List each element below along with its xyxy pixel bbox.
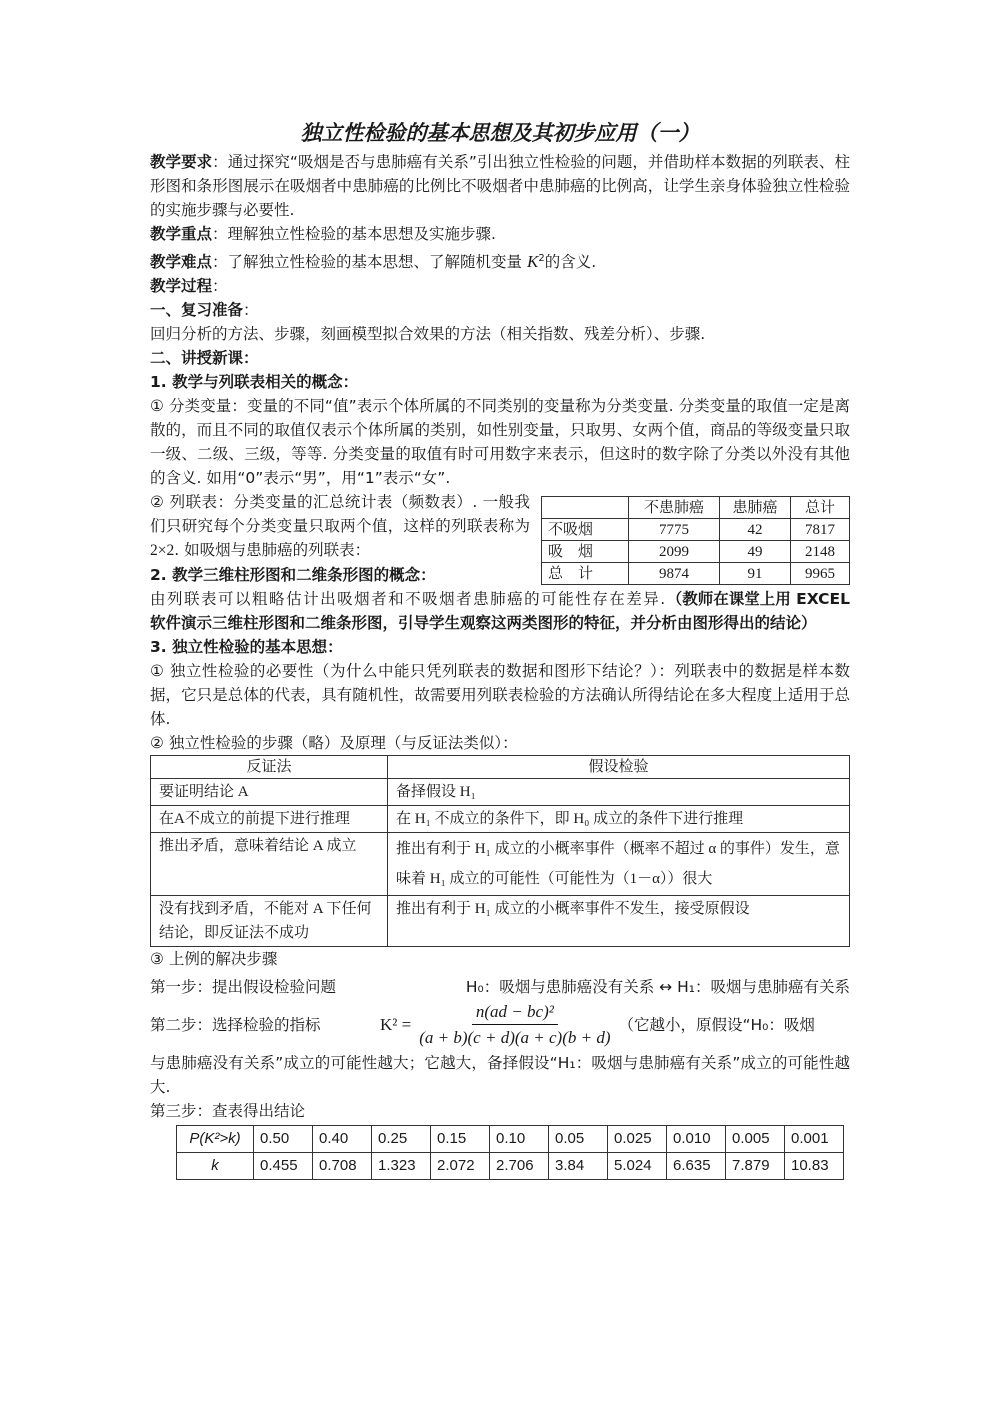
table-row — [151, 896, 850, 947]
section2-heading: 二、讲授新课： — [150, 349, 259, 367]
table-row — [177, 1126, 844, 1153]
table-cell: 2099 — [629, 541, 720, 563]
step2-note-continued: 与患肺癌没有关系”成立的可能性越大；它越大，备择假设“H₁：吸烟与患肺癌有关系”成立的可能性越大. — [150, 1054, 850, 1096]
contingency-text: ② 列联表：分类变量的汇总统计表（频数表）. 一般我们只研究每个分类变量只取两个值，这样的列联表称为 — [150, 493, 530, 535]
table-header: 反证法 — [151, 756, 388, 779]
table-cell: 推出有利于 H₁ 成立的小概率事件不发生，接受原假设 — [388, 896, 850, 947]
subsection2-heading: 2. 教学三维柱形图和二维条形图的概念： — [150, 566, 436, 584]
table-header: 假设检验 — [388, 756, 850, 779]
row-label: k — [177, 1153, 254, 1180]
null-hypothesis: H₀：吸烟与患肺癌没有关系 — [465, 978, 655, 996]
table-cell — [542, 497, 629, 519]
k-value-cell: 7.879 — [726, 1153, 785, 1180]
table-cell: 49 — [720, 541, 791, 563]
subsection3-heading: 3. 独立性检验的基本思想： — [150, 638, 343, 656]
table-row — [151, 779, 850, 806]
section1-heading — [150, 298, 850, 322]
k-value-cell: 0.455 — [254, 1153, 313, 1180]
formula-lhs: K² = — [380, 1015, 412, 1034]
process-colon: ： — [212, 277, 228, 295]
formula-numerator: n(ad − bc)² — [472, 1001, 558, 1025]
section1-text: 回归分析的方法、步骤，刻画模型拟合效果的方法（相关指数、残差分析）、步骤. — [150, 325, 706, 343]
difficulties-text-after: 的含义. — [544, 253, 597, 271]
table-row — [542, 519, 850, 541]
key-points — [150, 222, 850, 246]
table-header-row — [151, 756, 850, 779]
step1-hypotheses — [466, 975, 850, 999]
row-label: 总 计 — [542, 563, 629, 585]
step2 — [150, 999, 850, 1051]
table-cell: 42 — [720, 519, 791, 541]
p-value-cell: 0.10 — [490, 1126, 549, 1153]
k-exponent: 2 — [538, 252, 545, 264]
row-label: P(K²>k) — [177, 1126, 254, 1153]
k-value-cell: 6.635 — [667, 1153, 726, 1180]
table-cell: 在A不成立的前提下进行推理 — [151, 806, 388, 833]
table-header-row — [542, 497, 850, 519]
k-value-cell: 2.706 — [490, 1153, 549, 1180]
table-row — [151, 806, 850, 833]
requirements-text: ：通过探究“吸烟是否与患肺癌有关系”引出独立性检验的问题，并借助样本数据的列联表、柱形图和条形图展示在吸烟者中患肺癌的比例比不吸烟者中患肺癌的比例高，让学生亲身体验独立性检验的实施步骤与必要性. — [150, 153, 850, 219]
contingency-section — [150, 490, 850, 587]
p-value-cell: 0.15 — [431, 1126, 490, 1153]
k-value-cell: 10.83 — [785, 1153, 844, 1180]
table-cell: 备择假设 H₁ — [388, 779, 850, 806]
process-label: 教学过程 — [150, 277, 213, 295]
table-header: 患肺癌 — [720, 497, 791, 519]
table-row — [542, 563, 850, 585]
chart-text: 由列联表可以粗略估计出吸烟者和不吸烟者患肺癌的可能性存在差异. — [150, 590, 667, 608]
table-row — [177, 1153, 844, 1180]
k-value-cell: 2.072 — [431, 1153, 490, 1180]
table-cell: 在 H₁ 不成立的条件下，即 H₀ 成立的条件下进行推理 — [388, 806, 850, 833]
necessity-paragraph: ① 独立性检验的必要性（为什么中能只凭列联表的数据和图形下结论？）：列联表中的数据是样本数据，它只是总体的代表，具有随机性，故需要用列联表检验的方法确认所得结论在多大程度上适用于总体. — [150, 662, 850, 728]
comparison-table — [150, 755, 850, 947]
row-label: 不吸烟 — [542, 519, 629, 541]
k-value-cell: 3.84 — [549, 1153, 608, 1180]
table-cell: 推出矛盾，意味着结论 A 成立 — [151, 833, 388, 896]
step2-label: 第二步：选择检验的指标 — [150, 1016, 321, 1034]
chi-square-formula — [419, 1001, 610, 1050]
solution-steps-heading: ③ 上例的解决步骤 — [150, 950, 278, 968]
p-value-cell: 0.05 — [549, 1126, 608, 1153]
k-value-cell: 5.024 — [608, 1153, 667, 1180]
k-value-cell: 0.708 — [313, 1153, 372, 1180]
p-value-cell: 0.010 — [667, 1126, 726, 1153]
key-points-text: ：理解独立性检验的基本思想及实施步骤. — [212, 225, 496, 243]
p-value-cell: 0.25 — [372, 1126, 431, 1153]
formula-denominator: (a + b)(c + d)(a + c)(b + d) — [419, 1027, 611, 1047]
chart-teacher-note: （教师在课堂上用 EXCEL 软件演示三维柱形图和二维条形图，引导学生观察这两类图形的特征，并分析由图形得出的结论） — [150, 590, 850, 632]
p-value-cell: 0.50 — [254, 1126, 313, 1153]
teaching-requirements — [150, 150, 850, 222]
principle-heading: ② 独立性检验的步骤（略）及原理（与反证法类似）： — [150, 734, 518, 752]
p-value-cell: 0.025 — [608, 1126, 667, 1153]
table-header: 总计 — [791, 497, 850, 519]
step1 — [150, 975, 850, 999]
contingency-paragraph — [150, 490, 530, 563]
requirements-label: 教学要求 — [150, 153, 213, 171]
table-cell: 7775 — [629, 519, 720, 541]
section1-colon: ： — [243, 301, 259, 319]
table-cell: 没有找到矛盾，不能对 A 下任何结论，即反证法不成功 — [151, 896, 388, 947]
table-row — [151, 833, 850, 896]
process-heading — [150, 274, 850, 298]
critical-value-table — [176, 1125, 844, 1180]
difficulties-label: 教学难点 — [150, 253, 213, 271]
subsection1-heading: 1. 教学与列联表相关的概念： — [150, 373, 359, 391]
contingency-table — [541, 496, 850, 585]
step3-label: 第三步：查表得出结论 — [150, 1102, 306, 1120]
page-title: 独立性检验的基本思想及其初步应用（一） — [300, 121, 700, 145]
double-arrow-icon: ↔ — [659, 978, 673, 996]
table-cell: 2148 — [791, 541, 850, 563]
categorical-variable-paragraph: ① 分类变量：变量的不同“值”表示个体所属的不同类别的变量称为分类变量. 分类变量的取值一定是离散的，而且不同的取值仅表示个体所属的类别，如性别变量，只取男、女两个值，商品的等级变量只取一级、二级、三级，等等. 分类变量的取值有时可用数字来表示，但这时的数字除了分类以外没有其他的含义. 如用“0”表示“男”，用“1”表示“女”. — [150, 397, 850, 487]
p-value-cell: 0.005 — [726, 1126, 785, 1153]
table-cell: 9965 — [791, 563, 850, 585]
p-value-cell: 0.40 — [313, 1126, 372, 1153]
p-value-cell: 0.001 — [785, 1126, 844, 1153]
k-value-cell: 1.323 — [372, 1153, 431, 1180]
k-variable: K — [526, 252, 539, 271]
chart-paragraph — [150, 587, 850, 635]
row-label: 吸 烟 — [542, 541, 629, 563]
table-header: 不患肺癌 — [629, 497, 720, 519]
difficulties — [150, 250, 850, 274]
table-cell: 要证明结论 A — [151, 779, 388, 806]
two-by-two: 2×2 — [150, 542, 175, 559]
step2-note: （它越小，原假设“H₀：吸烟 — [618, 1016, 815, 1034]
contingency-text-end: . 如吸烟与患肺癌的列联表： — [174, 541, 371, 559]
table-row — [542, 541, 850, 563]
section1-title: 一、复习准备 — [150, 301, 244, 319]
table-cell: 91 — [720, 563, 791, 585]
key-points-label: 教学重点 — [150, 225, 213, 243]
table-cell: 7817 — [791, 519, 850, 541]
alternative-hypothesis: H₁：吸烟与患肺癌有关系 — [677, 978, 850, 996]
difficulties-text: ：了解独立性检验的基本思想、了解随机变量 — [212, 253, 523, 271]
table-cell: 推出有利于 H₁ 成立的小概率事件（概率不超过 α 的事件）发生，意味着 H₁ 成立的可能性（可能性为（1－α））很大 — [388, 833, 850, 896]
document-page — [150, 118, 850, 1180]
step1-label: 第一步：提出假设检验问题 — [150, 978, 337, 996]
table-cell: 9874 — [629, 563, 720, 585]
